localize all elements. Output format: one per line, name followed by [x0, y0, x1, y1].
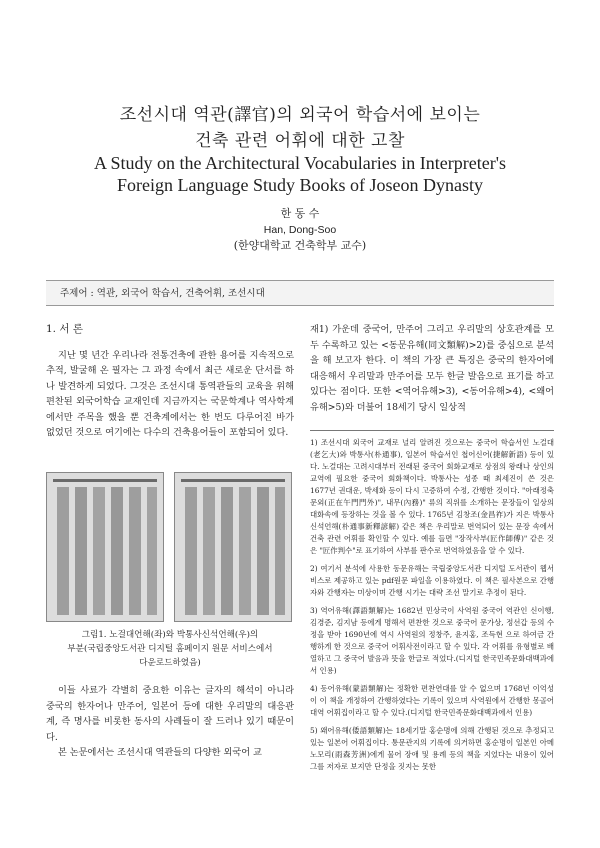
footnote-3: 3) 역어유해(譯語類解)는 1682년 민상국이 사역원 중국어 역관인 신이행, 김경준, 김지남 등에게 명해서 편찬한 것으로 중국어 문가상, 정선갑 등의 수정을 받아 1690년에 역시 사역원의 정창주, 윤지홍, 조득현 으로 하여금 간행하게 한 것으로 중국어 어휘사전이라고 할 수 있다. 각 어휘를 유형별로 배열하고 그 중국어 발음과 뜻을 한글로 적었다.(디지털 한국민족문화대백과에서 인용)	[310, 606, 554, 675]
title-en-line2: Foreign Language Study Books of Joseon Dynasty	[117, 175, 483, 195]
left-column-lower	[46, 683, 294, 761]
right-column	[310, 322, 554, 415]
title-ko-line1: 조선시대 역관(譯官)의 외국어 학습서에 보이는	[119, 105, 481, 125]
footnotes	[310, 430, 554, 779]
title-english	[0, 152, 600, 196]
author-block	[0, 206, 600, 254]
caption-line3: 다운로드하였음)	[139, 658, 201, 668]
caption-line1: 그림1. 노걸대언해(좌)와 박통사신석언해(우)의	[81, 630, 259, 640]
author-affiliation: (한양대학교 건축학부 교수)	[233, 239, 367, 252]
right-body-paragraph: 재1) 가운데 중국어, 만주어 그리고 우리말의 상호관계를 모두 수록하고 있는 <동문유해(同文類解)>2)를 중심으로 분석을 해 보고자 한다. 이 책의 가장 큰 특징은 중국의 한자어에 대응해서 우리말과 만주어를 모두 한글 발음으로 표기를 하고 있다는 점이다. 또한 <역어유해>3), <동어유해>4), <왜어유해>5)와 더불어 18세기 당시 일상적	[310, 324, 554, 413]
footnote-2: 2) 여기서 분석에 사용한 동문유해는 국립중앙도서관 디지털 도서관이 웹서비스로 제공하고 있는 pdf원문 파일을 이용하였다. 이 책은 필사본으로 간행자와 간행자는 미상이며 간행 시기는 대략 조선 말기로 추정이 된다.	[310, 564, 554, 597]
woodblock-page-image	[46, 472, 164, 622]
body-paragraph-1: 지난 몇 년간 우리나라 전통건축에 관한 용어를 지속적으로 추적, 발굴해 온 필자는 그 과정 속에서 최근 새로운 단서를 하나 발견하게 되었다. 그것은 조선시대 통역관들의 교육을 위해 편찬된 외국어학습 교재인데 지금까지는 국문학계나 역사학계에서만 주목을 했을 뿐 건축계에서는 한 번도 다루어진 바가 없었던 것으로 여기에는 다수의 건축용어들이 포함되어 있다.	[46, 349, 294, 438]
title-korean	[0, 102, 600, 154]
caption-line2: 부분(국립중앙도서관 디지털 홈페이지 원문 서비스에서	[67, 644, 273, 654]
author-name-ko: 한 동 수	[280, 207, 320, 220]
left-column	[46, 322, 294, 441]
footnote-1: 1) 조선시대 외국어 교재로 널리 알려진 것으로는 중국어 학습서인 노걸대(老乞大)와 박통사(朴通事), 일본어 학습서인 첩어신어(捷解新語) 등이 있다. 노걸대는 고려시대부터 전래된 중국어 회화교재로 상점의 왕래나 상인의 교역에 필요한 중국어 회화책이다. 박통사는 성종 때 최세진이 쓴 것은 1677년 권대운, 박세화 등이 다시 고증하여 수정, 간행한 것이다. "아래정축문외(正在午門門外)", 내무(內務)" 류의 직위를 소개하는 문장들이 일상의 대화속에 등장하는 것을 볼 수 있다. 1765년 김창조(金昌祚)가 지은 박통사신석언해(朴通事新釋諺解) 같은 책은 우리말로 번역되어 있는 문장 속에서 건축 관련 어휘를 확인할 수 있다. 예를 들면 "장작사부(匠作師傅)" 같은 것은 "匠作判수"로 표기하여 사부를 판수로 번역하였음을 알 수 있다.	[310, 438, 554, 555]
figure-caption	[46, 628, 294, 670]
body-paragraph-3: 본 논문에서는 조선시대 역관들의 다양한 외국어 교	[58, 747, 262, 758]
section-heading: 1. 서 론	[46, 323, 83, 335]
keywords-bar: 주제어 : 역관, 외국어 학습서, 건축어휘, 조선시대	[46, 280, 554, 306]
woodblock-page-image	[174, 472, 292, 622]
title-en-line1: A Study on the Architectural Vocabularies in Interpreter's	[94, 153, 506, 173]
body-paragraph-2: 이들 사료가 각별히 중요한 이유는 글자의 해석이 아니라 중국의 한자어나 만주어, 일본어 등에 대한 우리말의 대응관계, 즉 명사를 비롯한 동사의 사례들이 잘 드러나 있기 때문이다.	[46, 685, 294, 743]
author-name-en: Han, Dong-Soo	[263, 224, 337, 236]
footnote-4: 4) 동어유해(蒙語類解)는 정확한 편찬연대를 알 수 없으며 1768년 이억성이 이 책을 개정하여 간행하였다는 기록이 있으며 사역원에서 간행한 몽골어 대역 어휘집이라고 할 수 있다.(디지털 한국민족문화대백과에서 인용)	[310, 684, 554, 717]
figure-1	[46, 472, 294, 622]
title-ko-line2: 건축 관련 어휘에 대한 고찰	[195, 131, 405, 151]
footnote-5: 5) 왜어유해(倭語類解)는 18세기말 홍순명에 의해 간행된 것으로 추정되고 있는 일본어 어휘집이다. 통문관지의 기록에 의거하면 홍순명이 일본인 아메노모리(雨森芳洲)에게 물어 장애 및 용례 등의 책을 지었다는 내용이 있어 그를 저자로 보지만 단정을 짓지는 못한	[310, 726, 554, 771]
